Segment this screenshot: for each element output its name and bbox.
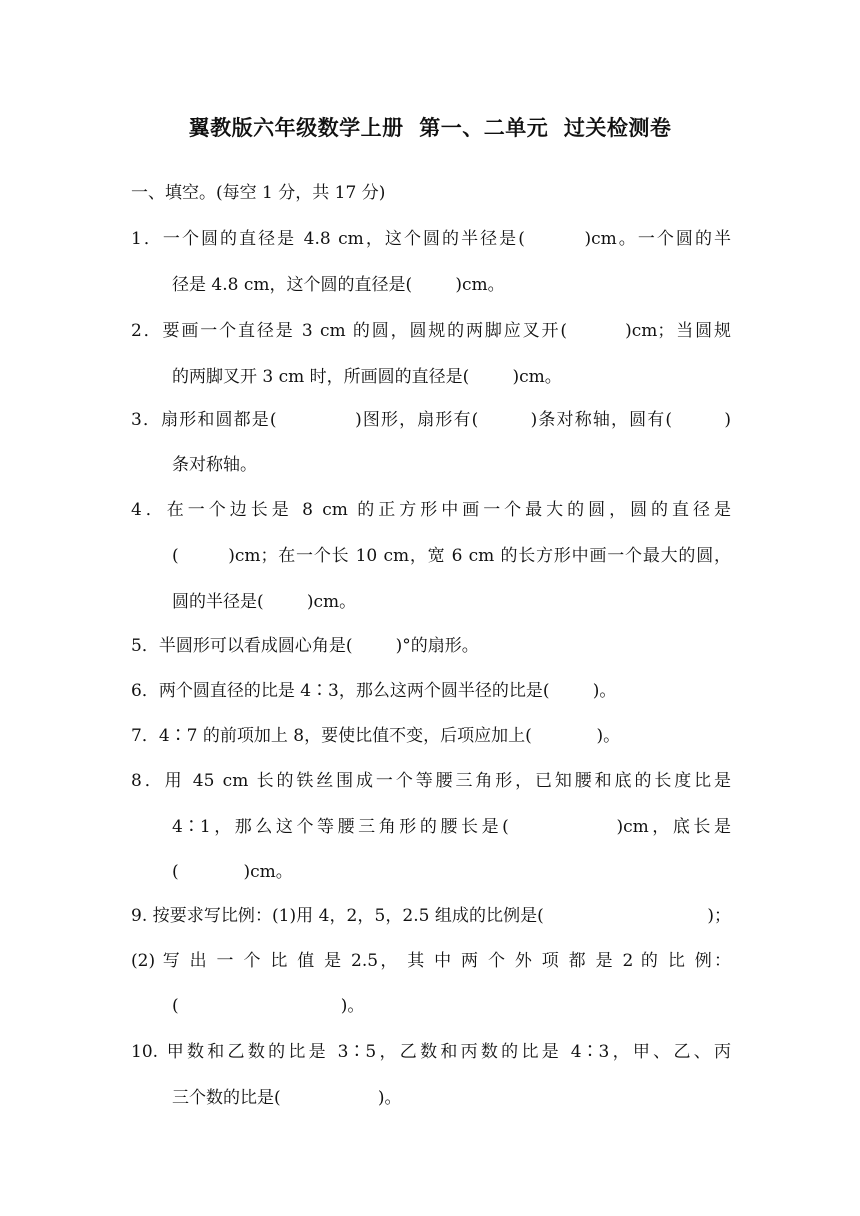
question-1-line-2: 径是 4.8 cm，这个圆的直径是( )cm。	[172, 275, 505, 295]
question-4-line-2: ( )cm；在一个长 10 cm，宽 6 cm 的长方形中画一个最大的圆，	[172, 546, 731, 566]
question-9-line-1: 9. 按要求写比例：(1)用 4，2，5，2.5 组成的比例是( )；	[131, 906, 731, 926]
page-title: 翼教版六年级数学上册 第一、二单元 过关检测卷	[188, 116, 672, 140]
question-9-line-2: (2) 写 出 一 个 比 值 是 2.5， 其 中 两 个 外 项 都 是 2 的 比 例：	[131, 951, 731, 971]
question-10-line-1: 10. 甲数和乙数的比是 3∶5，乙数和丙数的比是 4∶3，甲、乙、丙	[131, 1042, 731, 1062]
question-2-line-2: 的两脚叉开 3 cm 时，所画圆的直径是( )cm。	[172, 367, 562, 387]
question-10-line-2: 三个数的比是( )。	[172, 1088, 402, 1108]
question-7: 7．4∶7 的前项加上 8，要使比值不变，后项应加上( )。	[131, 726, 621, 746]
question-4-line-1: 4．在一个边长是 8 cm 的正方形中画一个最大的圆，圆的直径是	[131, 500, 731, 520]
question-8-line-1: 8．用 45 cm 长的铁丝围成一个等腰三角形，已知腰和底的长度比是	[131, 771, 731, 791]
question-3-line-1: 3．扇形和圆都是( )图形，扇形有( )条对称轴，圆有( )	[131, 410, 731, 430]
section-heading: 一、填空。(每空 1 分，共 17 分)	[131, 183, 386, 203]
question-9-line-3: ( )。	[172, 996, 365, 1016]
question-8-line-2: 4∶1，那么这个等腰三角形的腰长是( )cm，底长是	[172, 817, 731, 837]
question-3-line-2: 条对称轴。	[172, 455, 257, 475]
question-4-line-3: 圆的半径是( )cm。	[172, 592, 357, 612]
question-6: 6．两个圆直径的比是 4∶3，那么这两个圆半径的比是( )。	[131, 681, 617, 701]
question-5: 5．半圆形可以看成圆心角是( )°的扇形。	[131, 636, 479, 656]
question-1-line-1: 1．一个圆的直径是 4.8 cm，这个圆的半径是( )cm。一个圆的半	[131, 229, 731, 249]
question-8-line-3: ( )cm。	[172, 862, 293, 882]
question-2-line-1: 2．要画一个直径是 3 cm 的圆，圆规的两脚应叉开( )cm；当圆规	[131, 321, 731, 341]
